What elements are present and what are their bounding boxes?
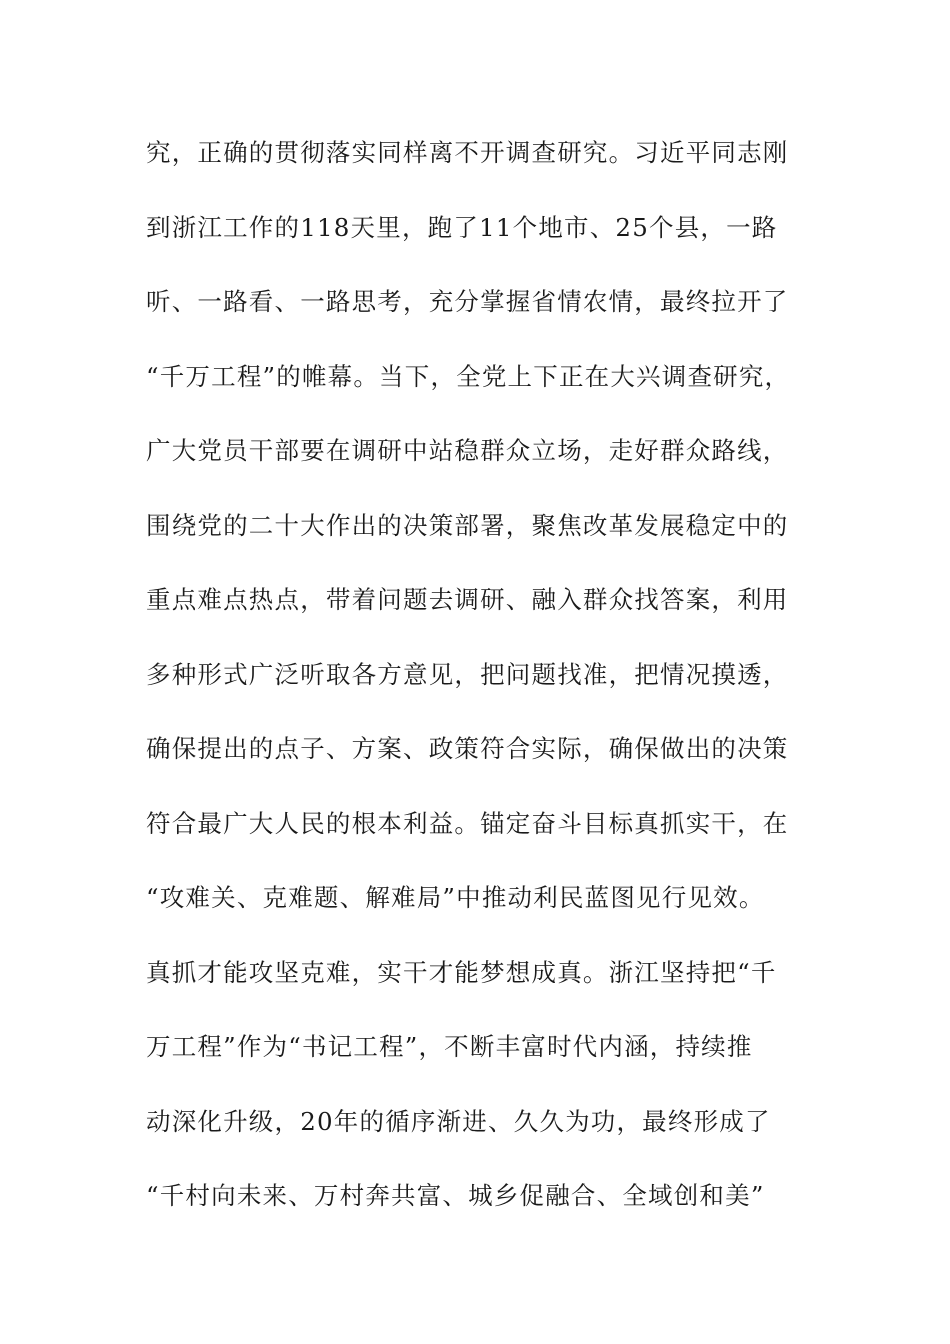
- text-line-4: “千万工程”的帷幕。当下，全党上下正在大兴调查研究，: [146, 361, 791, 391]
- text-line-1: 究，正确的贯彻落实同样离不开调查研究。习近平同志刚: [146, 138, 789, 167]
- text-line-10: 符合最广大人民的根本利益。锚定奋斗目标真抓实干，在: [146, 808, 789, 838]
- text-line-9: 确保提出的点子、方案、政策符合实际，确保做出的决策: [146, 734, 789, 763]
- body-text: [146, 128, 826, 1246]
- text-line-6: 围绕党的二十大作出的决策部署，聚焦改革发展稳定中的: [146, 510, 789, 540]
- text-line-3: 听、一路看、一路思考，充分掌握省情农情，最终拉开了: [146, 287, 789, 316]
- text-line-2: 到浙江工作的118天里，跑了11个地市、25个县，一路: [146, 212, 778, 242]
- text-line-12: 真抓才能攻坚克难，实干才能梦想成真。浙江坚持把“千: [146, 957, 777, 987]
- text-line-14: 动深化升级，20年的循序渐进、久久为功，最终形成了: [146, 1106, 771, 1136]
- text-line-5: 广大党员干部要在调研中站稳群众立场，走好群众路线，: [146, 436, 789, 465]
- text-line-13: 万工程”作为“书记工程”，不断丰富时代内涵，持续推: [146, 1032, 753, 1061]
- text-line-8: 多种形式广泛听取各方意见，把问题找准，把情况摸透，: [146, 659, 789, 689]
- text-line-7: 重点难点热点，带着问题去调研、融入群众找答案，利用: [146, 585, 789, 614]
- text-line-15: “千村向未来、万村奔共富、城乡促融合、全域创和美”: [146, 1181, 765, 1210]
- text-line-11: “攻难关、克难题、解难局”中推动利民蓝图见行见效。: [146, 883, 765, 912]
